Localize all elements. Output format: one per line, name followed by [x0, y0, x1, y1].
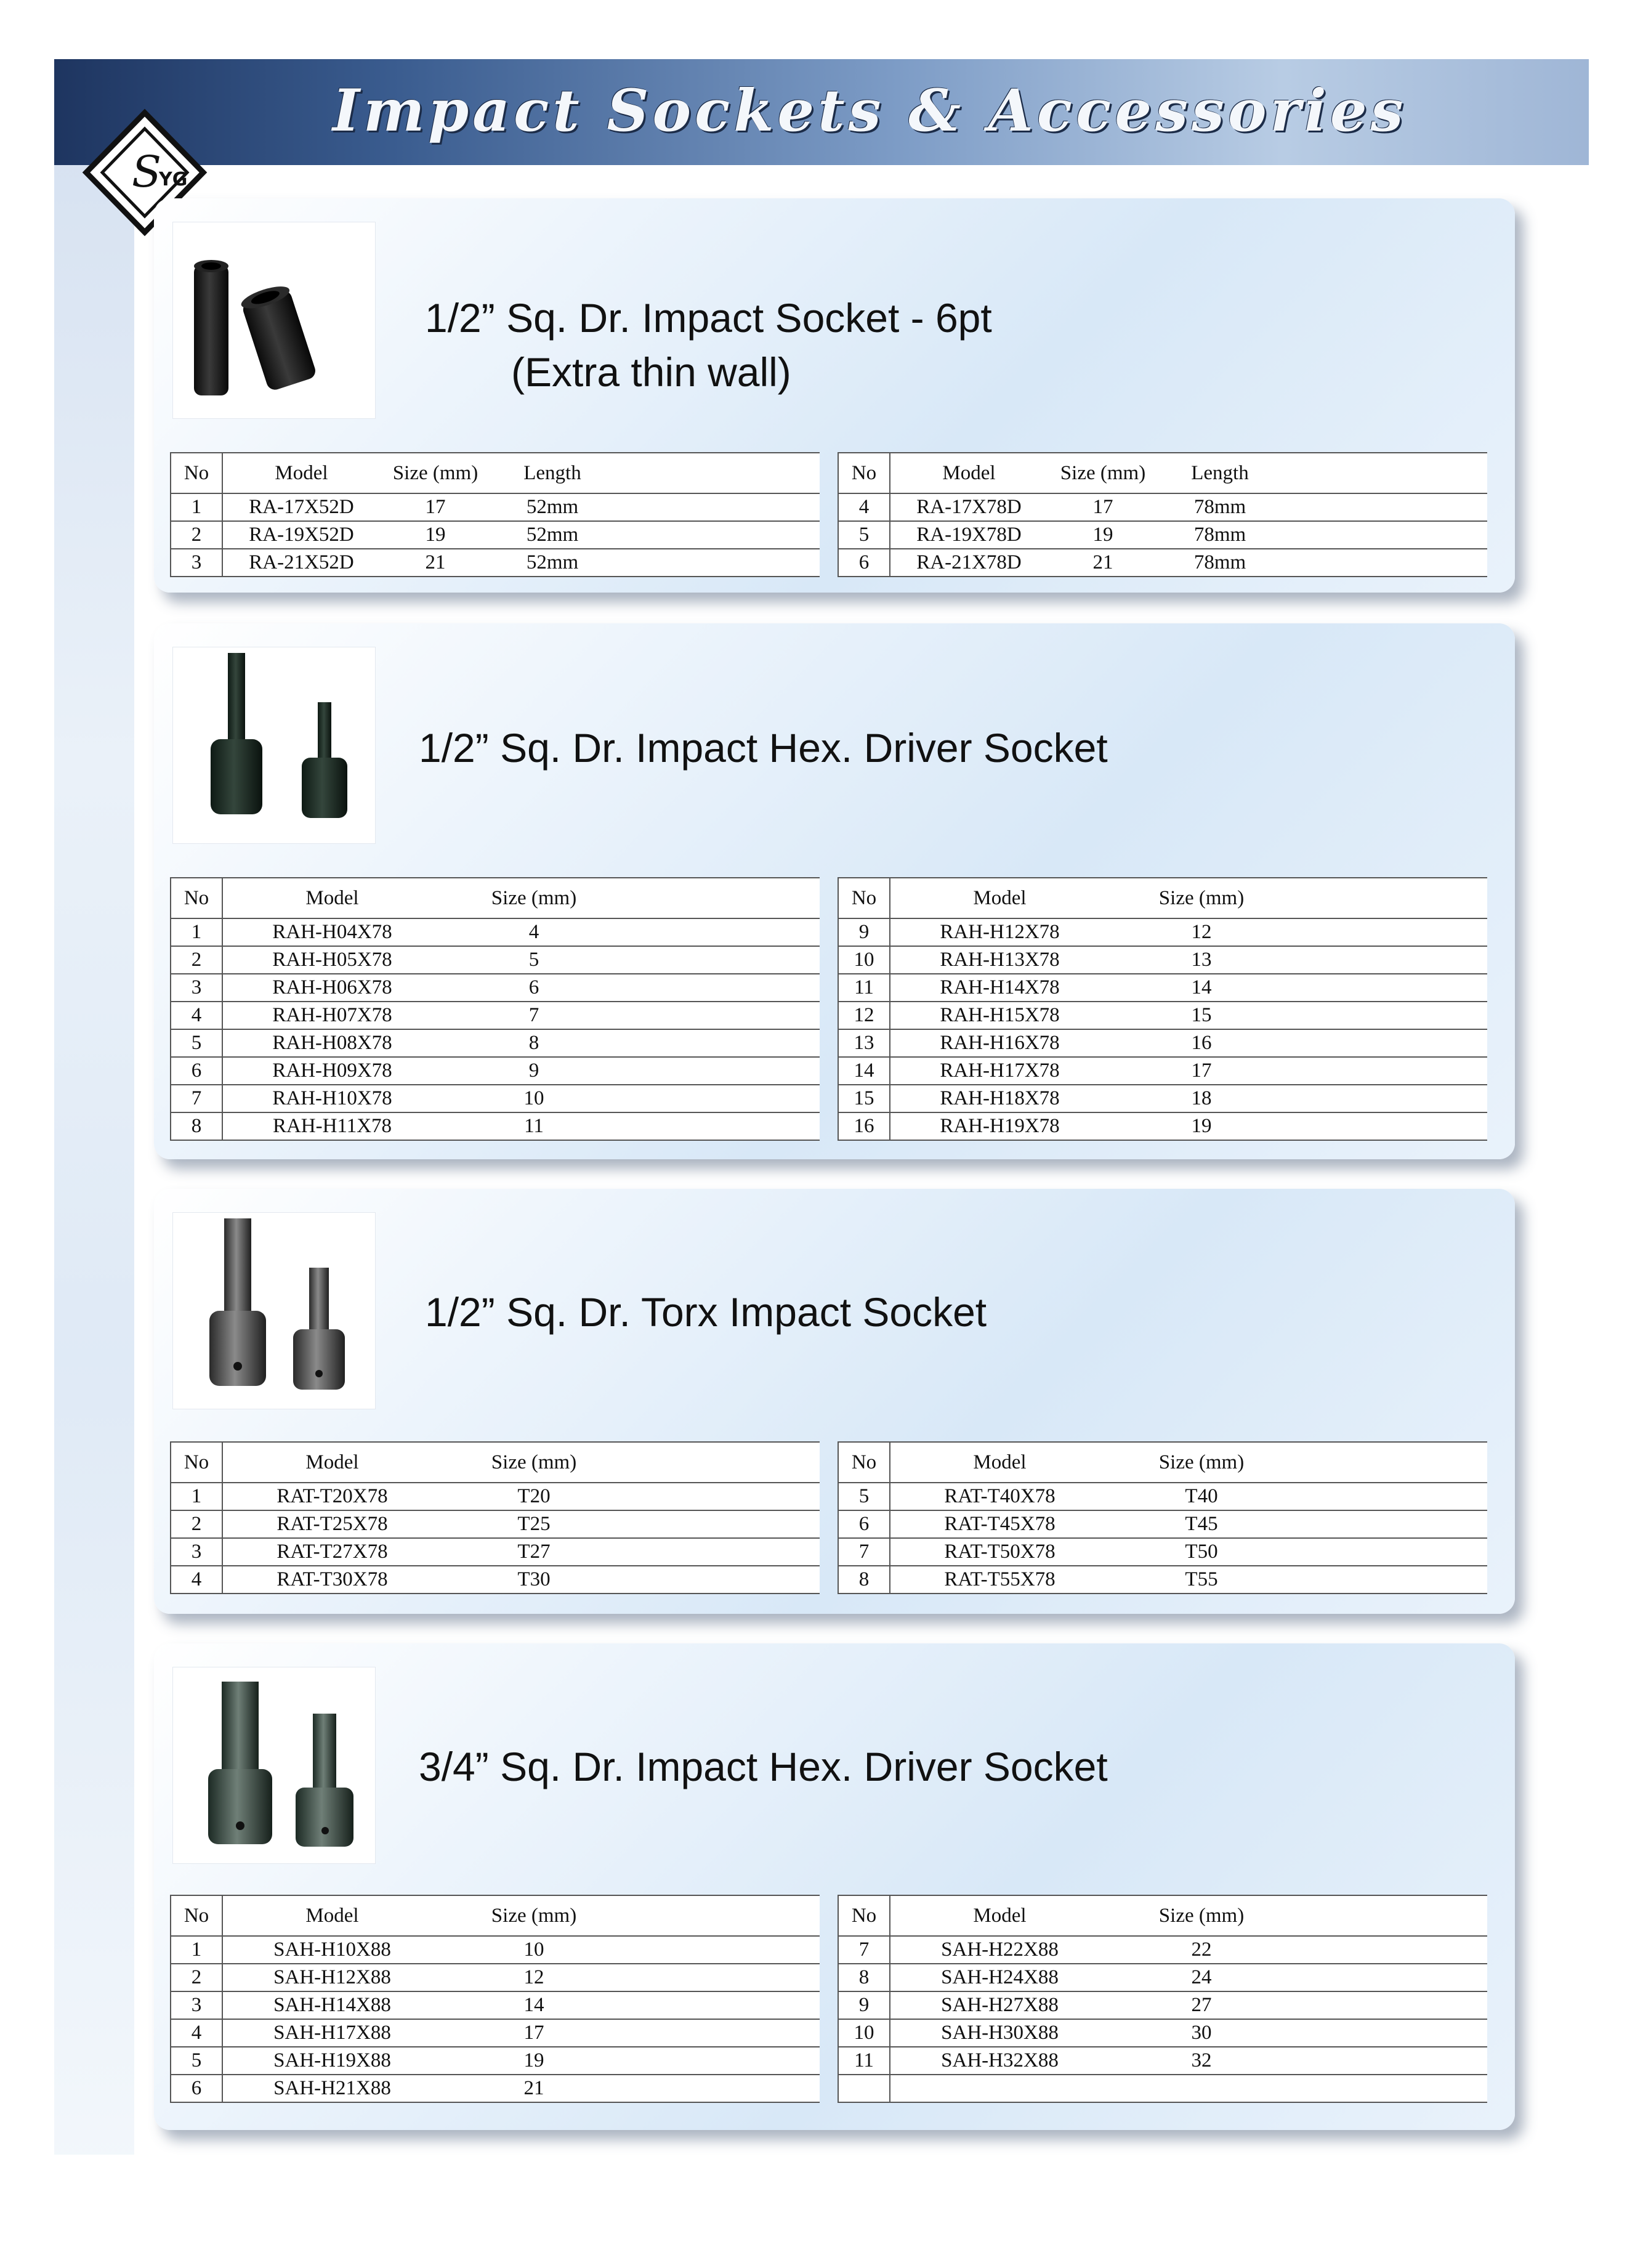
row-filler: [626, 974, 820, 1002]
table-row: [838, 1510, 1487, 1538]
col-model: SAH-H17X88: [222, 2019, 442, 2047]
product-photo: [172, 1667, 376, 1864]
table-row: [838, 918, 1487, 946]
col-size: T45: [1109, 1510, 1294, 1538]
col-no: 4: [171, 1566, 222, 1594]
col-no: 3: [171, 549, 222, 577]
row-filler: [1294, 1057, 1487, 1085]
table-row: [838, 1991, 1487, 2019]
table-header-row: [838, 878, 1487, 918]
col-no: 2: [171, 1510, 222, 1538]
row-filler: [1282, 493, 1487, 521]
table-header-row: [838, 453, 1487, 493]
col-size-header: Size (mm): [442, 878, 626, 918]
col-no: 3: [171, 974, 222, 1002]
col-size: 19: [1109, 1112, 1294, 1140]
svg-text:S: S: [132, 147, 161, 197]
col-no: 5: [838, 1483, 890, 1510]
col-model: RAH-H15X78: [890, 1002, 1109, 1029]
page-title: Impact Sockets & Accessories: [333, 77, 1407, 145]
row-filler: [626, 1510, 820, 1538]
table-row: [171, 1991, 820, 2019]
col-no: 13: [838, 1029, 890, 1057]
table-row: [838, 1002, 1487, 1029]
product-photo: [172, 222, 376, 419]
col-size: 13: [1109, 946, 1294, 974]
header-filler: [1282, 453, 1487, 493]
col-no: 1: [171, 1936, 222, 1964]
col-no: 6: [171, 2075, 222, 2102]
col-size: 17: [1109, 1057, 1294, 1085]
row-filler: [626, 2019, 820, 2047]
decorative-side-strip: [54, 165, 134, 2155]
col-no: 5: [838, 521, 890, 549]
col-no-header: No: [171, 1895, 222, 1936]
col-size: 8: [442, 1029, 626, 1057]
col-model-header: Model: [222, 878, 442, 918]
row-filler: [1294, 2075, 1487, 2102]
row-filler: [1294, 1538, 1487, 1566]
header-filler: [1294, 878, 1487, 918]
col-size: [1109, 2075, 1294, 2102]
col-size-header: Size (mm): [442, 1442, 626, 1483]
spec-table-left: [170, 452, 820, 577]
col-size: 16: [1109, 1029, 1294, 1057]
col-model: RA-17X78D: [890, 493, 1048, 521]
col-no: 2: [171, 1964, 222, 1991]
col-no: 6: [838, 549, 890, 577]
table-row: [171, 1964, 820, 1991]
col-length-header: Length: [491, 453, 614, 493]
table-row: [838, 2019, 1487, 2047]
col-size: T20: [442, 1483, 626, 1510]
row-filler: [614, 521, 820, 549]
col-length: 78mm: [1158, 549, 1282, 577]
table-row: [171, 549, 820, 577]
table-row: [171, 1936, 820, 1964]
row-filler: [1294, 2047, 1487, 2075]
table-row: [171, 521, 820, 549]
row-filler: [626, 1936, 820, 1964]
row-filler: [626, 1002, 820, 1029]
col-model: RAT-T50X78: [890, 1538, 1109, 1566]
spec-table-right: [838, 1441, 1487, 1594]
table-row: [171, 1510, 820, 1538]
row-filler: [1282, 521, 1487, 549]
table-row: [171, 1002, 820, 1029]
svg-text:YG: YG: [159, 169, 188, 190]
col-model: SAH-H24X88: [890, 1964, 1109, 1991]
col-model: RA-21X52D: [222, 549, 380, 577]
col-no: 2: [171, 521, 222, 549]
col-no: 8: [171, 1112, 222, 1140]
col-no-header: No: [838, 1442, 890, 1483]
col-model: RAH-H05X78: [222, 946, 442, 974]
table-row: [171, 2047, 820, 2075]
col-model: RAH-H16X78: [890, 1029, 1109, 1057]
col-size: 17: [380, 493, 491, 521]
table-row: [171, 1483, 820, 1510]
col-no: 7: [838, 1538, 890, 1566]
col-no: 9: [838, 918, 890, 946]
col-no-header: No: [171, 1442, 222, 1483]
col-no: 11: [838, 974, 890, 1002]
row-filler: [626, 1057, 820, 1085]
col-no: 2: [171, 946, 222, 974]
col-size: 6: [442, 974, 626, 1002]
col-size-header: Size (mm): [380, 453, 491, 493]
table-row: [838, 2075, 1487, 2102]
col-size: 17: [442, 2019, 626, 2047]
spec-table-left: [170, 877, 820, 1141]
row-filler: [1294, 1936, 1487, 1964]
row-filler: [626, 1566, 820, 1594]
col-model-header: Model: [890, 1895, 1109, 1936]
table-header-row: [171, 453, 820, 493]
row-filler: [626, 1991, 820, 2019]
col-size: 7: [442, 1002, 626, 1029]
col-model-header: Model: [890, 1442, 1109, 1483]
row-filler: [626, 1538, 820, 1566]
table-row: [171, 974, 820, 1002]
col-size: 14: [442, 1991, 626, 2019]
col-size: 4: [442, 918, 626, 946]
table-row: [838, 946, 1487, 974]
table-row: [838, 1112, 1487, 1140]
col-size: 19: [442, 2047, 626, 2075]
col-no: 7: [171, 1085, 222, 1112]
table-row: [838, 1964, 1487, 1991]
row-filler: [626, 946, 820, 974]
table-row: [838, 521, 1487, 549]
col-length: 78mm: [1158, 493, 1282, 521]
table-row: [838, 1566, 1487, 1594]
col-size: 5: [442, 946, 626, 974]
table-header-row: [171, 878, 820, 918]
col-no: 4: [171, 1002, 222, 1029]
col-model-header: Model: [222, 1442, 442, 1483]
col-model: RA-19X78D: [890, 521, 1048, 549]
col-model: RAT-T27X78: [222, 1538, 442, 1566]
row-filler: [626, 918, 820, 946]
col-no: 1: [171, 918, 222, 946]
col-model: RAH-H14X78: [890, 974, 1109, 1002]
row-filler: [1294, 1566, 1487, 1594]
table-row: [838, 1936, 1487, 1964]
section-subtitle: (Extra thin wall): [511, 349, 791, 395]
col-length: 52mm: [491, 549, 614, 577]
col-no: 8: [838, 1566, 890, 1594]
col-length: 52mm: [491, 493, 614, 521]
col-size-header: Size (mm): [1109, 878, 1294, 918]
col-model: SAH-H22X88: [890, 1936, 1109, 1964]
row-filler: [626, 1112, 820, 1140]
col-model: SAH-H12X88: [222, 1964, 442, 1991]
section-title: 3/4” Sq. Dr. Impact Hex. Driver Socket: [419, 1744, 1108, 1789]
spec-table-left: [170, 1441, 820, 1594]
col-no-header: No: [171, 453, 222, 493]
row-filler: [1294, 1483, 1487, 1510]
col-model: RAT-T30X78: [222, 1566, 442, 1594]
table-row: [171, 1085, 820, 1112]
row-filler: [614, 493, 820, 521]
col-no: 4: [171, 2019, 222, 2047]
section-title: 1/2” Sq. Dr. Torx Impact Socket: [425, 1289, 987, 1335]
row-filler: [626, 2075, 820, 2102]
col-model: RAT-T55X78: [890, 1566, 1109, 1594]
table-row: [838, 493, 1487, 521]
table-row: [838, 1085, 1487, 1112]
col-size: 21: [442, 2075, 626, 2102]
row-filler: [1294, 918, 1487, 946]
col-no: 10: [838, 946, 890, 974]
col-no: 6: [171, 1057, 222, 1085]
col-model: SAH-H30X88: [890, 2019, 1109, 2047]
header-filler: [1294, 1442, 1487, 1483]
col-length: 52mm: [491, 521, 614, 549]
row-filler: [626, 1085, 820, 1112]
col-length: 78mm: [1158, 521, 1282, 549]
col-model: RA-17X52D: [222, 493, 380, 521]
table-row: [838, 1538, 1487, 1566]
col-no: 1: [171, 493, 222, 521]
col-model: RAH-H12X78: [890, 918, 1109, 946]
table-row: [171, 946, 820, 974]
table-row: [838, 549, 1487, 577]
table-row: [838, 1029, 1487, 1057]
col-model: SAH-H21X88: [222, 2075, 442, 2102]
col-size: T55: [1109, 1566, 1294, 1594]
section-title: 1/2” Sq. Dr. Impact Hex. Driver Socket: [419, 725, 1108, 771]
col-model-header: Model: [222, 453, 380, 493]
row-filler: [1294, 1002, 1487, 1029]
col-no: 16: [838, 1112, 890, 1140]
col-size: T25: [442, 1510, 626, 1538]
table-header-row: [838, 1895, 1487, 1936]
col-size: 14: [1109, 974, 1294, 1002]
col-size: 10: [442, 1936, 626, 1964]
col-no: [838, 2075, 890, 2102]
col-model: SAH-H19X88: [222, 2047, 442, 2075]
col-no: 14: [838, 1057, 890, 1085]
col-size: 11: [442, 1112, 626, 1140]
col-size: 15: [1109, 1002, 1294, 1029]
col-size: 18: [1109, 1085, 1294, 1112]
col-no-header: No: [838, 453, 890, 493]
col-no: 9: [838, 1991, 890, 2019]
row-filler: [1282, 549, 1487, 577]
table-header-row: [171, 1442, 820, 1483]
table-row: [171, 918, 820, 946]
col-no: 5: [171, 2047, 222, 2075]
col-size-header: Size (mm): [1109, 1895, 1294, 1936]
col-model: RAH-H18X78: [890, 1085, 1109, 1112]
table-header-row: [171, 1895, 820, 1936]
col-no-header: No: [838, 878, 890, 918]
row-filler: [626, 1483, 820, 1510]
table-row: [171, 493, 820, 521]
col-no: 6: [838, 1510, 890, 1538]
col-model: SAH-H14X88: [222, 1991, 442, 2019]
product-photo: [172, 1212, 376, 1409]
col-no: 5: [171, 1029, 222, 1057]
col-no: 4: [838, 493, 890, 521]
row-filler: [1294, 974, 1487, 1002]
col-no: 7: [838, 1936, 890, 1964]
col-model: RAH-H17X78: [890, 1057, 1109, 1085]
table-header-row: [838, 1442, 1487, 1483]
header-filler: [626, 878, 820, 918]
col-no: 12: [838, 1002, 890, 1029]
row-filler: [1294, 1029, 1487, 1057]
table-row: [838, 974, 1487, 1002]
col-no-header: No: [838, 1895, 890, 1936]
spec-table-right: [838, 452, 1487, 577]
row-filler: [1294, 1964, 1487, 1991]
col-model: RAT-T25X78: [222, 1510, 442, 1538]
col-size-header: Size (mm): [442, 1895, 626, 1936]
col-model: RAH-H09X78: [222, 1057, 442, 1085]
section-title: 1/2” Sq. Dr. Impact Socket - 6pt: [425, 295, 992, 341]
table-row: [171, 1057, 820, 1085]
col-size-header: Size (mm): [1048, 453, 1158, 493]
row-filler: [1294, 1991, 1487, 2019]
col-size: 32: [1109, 2047, 1294, 2075]
col-model: SAH-H10X88: [222, 1936, 442, 1964]
col-no: 11: [838, 2047, 890, 2075]
col-model: RAT-T40X78: [890, 1483, 1109, 1510]
col-model: RA-19X52D: [222, 521, 380, 549]
col-model: RAT-T20X78: [222, 1483, 442, 1510]
col-model: RAH-H07X78: [222, 1002, 442, 1029]
col-size: 9: [442, 1057, 626, 1085]
col-model-header: Model: [890, 878, 1109, 918]
col-model: RAH-H04X78: [222, 918, 442, 946]
col-model: [890, 2075, 1109, 2102]
spec-table-right: [838, 1895, 1487, 2103]
col-size: 21: [380, 549, 491, 577]
col-model: SAH-H32X88: [890, 2047, 1109, 2075]
col-no: 3: [171, 1538, 222, 1566]
col-size: 21: [1048, 549, 1158, 577]
col-no: 3: [171, 1991, 222, 2019]
col-model: RAH-H10X78: [222, 1085, 442, 1112]
col-size: 17: [1048, 493, 1158, 521]
col-model: RAH-H11X78: [222, 1112, 442, 1140]
product-photo: [172, 647, 376, 844]
spec-table-right: [838, 877, 1487, 1141]
table-row: [171, 1112, 820, 1140]
spec-table-left: [170, 1895, 820, 2103]
col-size: 30: [1109, 2019, 1294, 2047]
table-row: [838, 1483, 1487, 1510]
col-size: T27: [442, 1538, 626, 1566]
col-no-header: No: [171, 878, 222, 918]
table-row: [171, 1566, 820, 1594]
row-filler: [614, 549, 820, 577]
table-row: [838, 2047, 1487, 2075]
header-filler: [626, 1895, 820, 1936]
col-model: RAH-H08X78: [222, 1029, 442, 1057]
table-row: [171, 2075, 820, 2102]
col-model: RAH-H13X78: [890, 946, 1109, 974]
col-model: SAH-H27X88: [890, 1991, 1109, 2019]
col-model-header: Model: [222, 1895, 442, 1936]
row-filler: [1294, 1085, 1487, 1112]
col-size: 24: [1109, 1964, 1294, 1991]
col-size: 10: [442, 1085, 626, 1112]
col-model: RAT-T45X78: [890, 1510, 1109, 1538]
col-no: 10: [838, 2019, 890, 2047]
col-no: 1: [171, 1483, 222, 1510]
col-size: T50: [1109, 1538, 1294, 1566]
col-model-header: Model: [890, 453, 1048, 493]
col-size: 12: [1109, 918, 1294, 946]
header-filler: [626, 1442, 820, 1483]
col-size: 22: [1109, 1936, 1294, 1964]
row-filler: [1294, 1112, 1487, 1140]
col-size: T40: [1109, 1483, 1294, 1510]
col-size: 19: [380, 521, 491, 549]
row-filler: [626, 1964, 820, 1991]
col-size: 27: [1109, 1991, 1294, 2019]
col-size: 19: [1048, 521, 1158, 549]
col-length-header: Length: [1158, 453, 1282, 493]
col-size: T30: [442, 1566, 626, 1594]
table-row: [171, 2019, 820, 2047]
row-filler: [1294, 946, 1487, 974]
row-filler: [1294, 1510, 1487, 1538]
table-row: [171, 1029, 820, 1057]
col-model: RAH-H06X78: [222, 974, 442, 1002]
row-filler: [626, 2047, 820, 2075]
row-filler: [626, 1029, 820, 1057]
col-size: 12: [442, 1964, 626, 1991]
table-row: [838, 1057, 1487, 1085]
col-model: RAH-H19X78: [890, 1112, 1109, 1140]
col-size-header: Size (mm): [1109, 1442, 1294, 1483]
col-model: RA-21X78D: [890, 549, 1048, 577]
header-filler: [614, 453, 820, 493]
col-no: 8: [838, 1964, 890, 1991]
col-no: 15: [838, 1085, 890, 1112]
header-filler: [1294, 1895, 1487, 1936]
row-filler: [1294, 2019, 1487, 2047]
table-row: [171, 1538, 820, 1566]
